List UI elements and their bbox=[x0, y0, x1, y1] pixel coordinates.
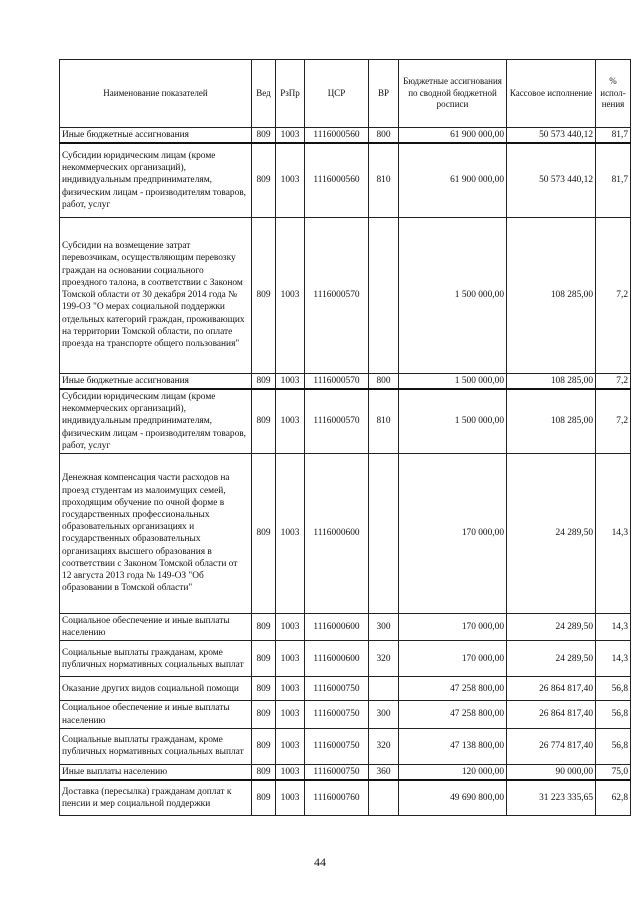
cell-cash: 26 864 817,40 bbox=[507, 701, 596, 728]
header-budget: Бюджетные ассигнования по сводной бюджетной росписи bbox=[399, 60, 507, 128]
cell-vr: 810 bbox=[369, 389, 399, 454]
cell-name: Социальные выплаты гражданам, кроме публичных нормативных социальных выплат bbox=[60, 641, 252, 677]
cell-csr: 1116000560 bbox=[305, 143, 369, 217]
cell-vr: 320 bbox=[369, 641, 399, 677]
cell-name: Социальные выплаты гражданам, кроме публичных нормативных социальных выплат bbox=[60, 728, 252, 764]
cell-vr: 300 bbox=[369, 701, 399, 728]
cell-csr: 1116000750 bbox=[305, 764, 369, 780]
cell-percent: 56,8 bbox=[596, 728, 631, 764]
cell-rzpr: 1003 bbox=[276, 701, 305, 728]
header-rzpr: РзПр bbox=[276, 60, 305, 128]
cell-ved: 809 bbox=[252, 641, 276, 677]
cell-percent: 81,7 bbox=[596, 128, 631, 144]
cell-rzpr: 1003 bbox=[276, 389, 305, 454]
cell-name: Субсидии юридическим лицам (кроме некоммерческих организаций), индивидуальным предпринимателям, физическим лицам - производителям товаров, работ, услуг bbox=[60, 143, 252, 217]
header-ved: Вед bbox=[252, 60, 276, 128]
cell-rzpr: 1003 bbox=[276, 143, 305, 217]
cell-budget: 1 500 000,00 bbox=[399, 217, 507, 373]
cell-csr: 1116000600 bbox=[305, 613, 369, 640]
cell-budget: 1 500 000,00 bbox=[399, 389, 507, 454]
cell-name: Субсидии на возмещение затрат перевозчикам, осуществляющим перевозку граждан на основании социального проездного талона, в соответствии с Законом Томской области от 30 декабря 2014 года № 199-ОЗ "О мерах социальной поддержки отдельных категорий граждан, проживающих на территории Томской области, по оплате проезда на транспорте общего пользования" bbox=[60, 217, 252, 373]
cell-ved: 809 bbox=[252, 780, 276, 816]
budget-execution-table bbox=[59, 59, 631, 816]
cell-rzpr: 1003 bbox=[276, 373, 305, 389]
table-row bbox=[60, 389, 631, 454]
cell-vr bbox=[369, 217, 399, 373]
cell-cash: 26 864 817,40 bbox=[507, 677, 596, 701]
cell-vr bbox=[369, 677, 399, 701]
header-vr: ВР bbox=[369, 60, 399, 128]
cell-rzpr: 1003 bbox=[276, 780, 305, 816]
cell-cash: 108 285,00 bbox=[507, 217, 596, 373]
cell-vr bbox=[369, 780, 399, 816]
cell-name: Субсидии юридическим лицам (кроме некоммерческих организаций), индивидуальным предпринимателям, физическим лицам - производителям товаров, работ, услуг bbox=[60, 389, 252, 454]
cell-name: Социальное обеспечение и иные выплаты населению bbox=[60, 701, 252, 728]
cell-rzpr: 1003 bbox=[276, 453, 305, 613]
cell-percent: 14,3 bbox=[596, 641, 631, 677]
cell-csr: 1116000750 bbox=[305, 701, 369, 728]
header-name: Наименование показателей bbox=[60, 60, 252, 128]
cell-rzpr: 1003 bbox=[276, 764, 305, 780]
cell-cash: 24 289,50 bbox=[507, 641, 596, 677]
table-row bbox=[60, 143, 631, 217]
cell-rzpr: 1003 bbox=[276, 728, 305, 764]
cell-name: Иные бюджетные ассигнования bbox=[60, 373, 252, 389]
cell-percent: 14,3 bbox=[596, 613, 631, 640]
table-row bbox=[60, 217, 631, 373]
table-row bbox=[60, 613, 631, 640]
cell-budget: 170 000,00 bbox=[399, 613, 507, 640]
cell-percent: 14,3 bbox=[596, 453, 631, 613]
cell-cash: 26 774 817,40 bbox=[507, 728, 596, 764]
cell-cash: 24 289,50 bbox=[507, 613, 596, 640]
table-row bbox=[60, 373, 631, 389]
cell-csr: 1116000570 bbox=[305, 217, 369, 373]
cell-rzpr: 1003 bbox=[276, 677, 305, 701]
cell-name: Оказание других видов социальной помощи bbox=[60, 677, 252, 701]
cell-percent: 75,0 bbox=[596, 764, 631, 780]
cell-rzpr: 1003 bbox=[276, 613, 305, 640]
cell-percent: 56,8 bbox=[596, 701, 631, 728]
cell-vr: 800 bbox=[369, 128, 399, 144]
table-row bbox=[60, 780, 631, 816]
page-number: 44 bbox=[314, 855, 326, 869]
cell-vr: 810 bbox=[369, 143, 399, 217]
cell-vr bbox=[369, 453, 399, 613]
cell-vr: 800 bbox=[369, 373, 399, 389]
cell-percent: 7,2 bbox=[596, 389, 631, 454]
cell-csr: 1116000570 bbox=[305, 373, 369, 389]
cell-csr: 1116000600 bbox=[305, 641, 369, 677]
cell-rzpr: 1003 bbox=[276, 128, 305, 144]
cell-budget: 61 900 000,00 bbox=[399, 128, 507, 144]
cell-cash: 31 223 335,65 bbox=[507, 780, 596, 816]
cell-rzpr: 1003 bbox=[276, 217, 305, 373]
cell-csr: 1116000560 bbox=[305, 128, 369, 144]
cell-ved: 809 bbox=[252, 701, 276, 728]
table-row bbox=[60, 128, 631, 144]
cell-ved: 809 bbox=[252, 389, 276, 454]
cell-cash: 50 573 440,12 bbox=[507, 143, 596, 217]
table-row bbox=[60, 677, 631, 701]
cell-budget: 170 000,00 bbox=[399, 453, 507, 613]
cell-name: Денежная компенсация части расходов на проезд студентам из малоимущих семей, проходящим обучение по очной форме в государственных профессиональных образовательных организациях и государственных образовательных организациях высшего образования в соответствии с Законом Томской области от 12 августа 2013 года № 149-ОЗ "Об образовании в Томской области" bbox=[60, 453, 252, 613]
cell-percent: 7,2 bbox=[596, 373, 631, 389]
table-header-row bbox=[60, 60, 631, 128]
cell-ved: 809 bbox=[252, 143, 276, 217]
cell-percent: 81,7 bbox=[596, 143, 631, 217]
cell-budget: 120 000,00 bbox=[399, 764, 507, 780]
cell-vr: 300 bbox=[369, 613, 399, 640]
cell-csr: 1116000600 bbox=[305, 453, 369, 613]
cell-percent: 56,8 bbox=[596, 677, 631, 701]
cell-budget: 61 900 000,00 bbox=[399, 143, 507, 217]
cell-budget: 170 000,00 bbox=[399, 641, 507, 677]
cell-budget: 47 258 800,00 bbox=[399, 701, 507, 728]
cell-percent: 62,8 bbox=[596, 780, 631, 816]
cell-name: Доставка (пересылка) гражданам доплат к пенсии и мер социальной поддержки bbox=[60, 780, 252, 816]
header-cash: Кассовое исполнение bbox=[507, 60, 596, 128]
cell-csr: 1116000750 bbox=[305, 728, 369, 764]
cell-name: Иные бюджетные ассигнования bbox=[60, 128, 252, 144]
cell-budget: 47 138 800,00 bbox=[399, 728, 507, 764]
cell-cash: 108 285,00 bbox=[507, 389, 596, 454]
cell-cash: 50 573 440,12 bbox=[507, 128, 596, 144]
cell-ved: 809 bbox=[252, 764, 276, 780]
cell-ved: 809 bbox=[252, 217, 276, 373]
cell-csr: 1116000570 bbox=[305, 389, 369, 454]
cell-csr: 1116000750 bbox=[305, 677, 369, 701]
table-row bbox=[60, 641, 631, 677]
cell-ved: 809 bbox=[252, 677, 276, 701]
cell-ved: 809 bbox=[252, 128, 276, 144]
cell-budget: 1 500 000,00 bbox=[399, 373, 507, 389]
table-row bbox=[60, 453, 631, 613]
table-row bbox=[60, 764, 631, 780]
cell-ved: 809 bbox=[252, 728, 276, 764]
cell-percent: 7,2 bbox=[596, 217, 631, 373]
cell-ved: 809 bbox=[252, 613, 276, 640]
cell-ved: 809 bbox=[252, 373, 276, 389]
header-csr: ЦСР bbox=[305, 60, 369, 128]
cell-name: Социальное обеспечение и иные выплаты населению bbox=[60, 613, 252, 640]
header-percent: % испол-нения bbox=[596, 60, 631, 128]
cell-csr: 1116000760 bbox=[305, 780, 369, 816]
table-row bbox=[60, 728, 631, 764]
cell-rzpr: 1003 bbox=[276, 641, 305, 677]
table-row bbox=[60, 701, 631, 728]
cell-cash: 90 000,00 bbox=[507, 764, 596, 780]
cell-budget: 47 258 800,00 bbox=[399, 677, 507, 701]
cell-vr: 360 bbox=[369, 764, 399, 780]
cell-ved: 809 bbox=[252, 453, 276, 613]
cell-name: Иные выплаты населению bbox=[60, 764, 252, 780]
table-body bbox=[60, 128, 631, 816]
cell-vr: 320 bbox=[369, 728, 399, 764]
cell-cash: 24 289,50 bbox=[507, 453, 596, 613]
cell-budget: 49 690 800,00 bbox=[399, 780, 507, 816]
cell-cash: 108 285,00 bbox=[507, 373, 596, 389]
